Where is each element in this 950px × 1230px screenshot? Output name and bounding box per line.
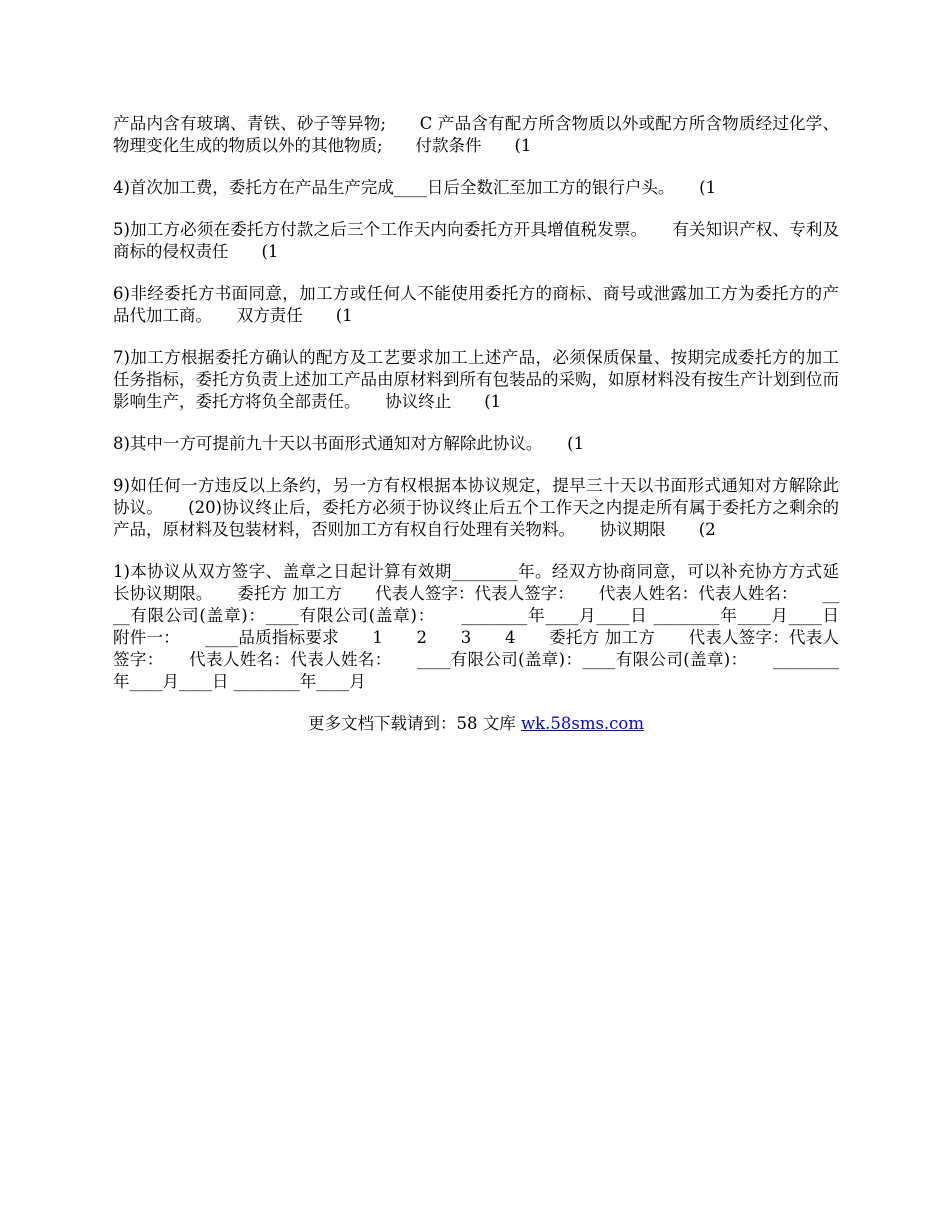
paragraph-responsibilities: 7)加工方根据委托方确认的配方及工艺要求加工上述产品，必须保质保量、按期完成委托方的加工任务指标，委托方负责上述加工产品由原材料到所有包装品的采购，如原材料没有按生产计划到位而影响生产，委托方将负全部责任。 协议终止 (1 xyxy=(113,348,839,411)
paragraph-payment: 4)首次加工费，委托方在产品生产完成____日后全数汇至加工方的银行户头。 (1 xyxy=(113,178,717,197)
paragraph-breach: 9)如任何一方违反以上条约，另一方有权根据本协议规定，提早三十天以书面形式通知对方解除此协议。 (20)协议终止后，委托方必须于协议终止后五个工作天之内提走所有属于委托方之剩余的产品，原材料及包装材料，否则加工方有权自行处理有关物料。 协议期限 (2 xyxy=(113,476,839,539)
paragraph-invoice: 5)加工方必须在委托方付款之后三个工作天内向委托方开具增值税发票。 有关知识产权、专利及商标的侵权责任 (1 xyxy=(113,220,839,261)
paragraph-product-quality: 产品内含有玻璃、青铁、砂子等异物; C 产品含有配方所含物质以外或配方所含物质经过化学、物理变化生成的物质以外的其他物质; 付款条件 (1 xyxy=(113,114,839,155)
paragraph-termination-notice: 8)其中一方可提前九十天以书面形式通知对方解除此协议。 (1 xyxy=(113,434,585,453)
footer-text: 更多文档下载请到：58 文库 xyxy=(307,714,521,733)
paragraph-trademark: 6)非经委托方书面同意，加工方或任何人不能使用委托方的商标、商号或泄露加工方为委托方的产品代加工商。 双方责任 (1 xyxy=(113,284,839,325)
download-footer xyxy=(113,713,839,735)
document-page xyxy=(113,113,872,735)
paragraph-term-and-signatures: 1)本协议从双方签字、盖章之日起计算有效期________年。经双方协商同意，可以补充协方方式延长协议期限。 委托方 加工方 代表人签字：代表人签字： 代表人姓名：代表人姓名： ____有限公司(盖章)：____有限公司(盖章)： ________年____月____日 ________年____月____日 附件一： ____品质指标要求 1 2 3 4 委托方 加工方 代表人签字：代表人签字： 代表人姓名：代表人姓名： ____有限公司(盖章)：____有限公司(盖章)： ________年____月____日 ________年____月 xyxy=(113,562,872,691)
footer-link[interactable]: wk.58sms.com xyxy=(520,714,644,733)
